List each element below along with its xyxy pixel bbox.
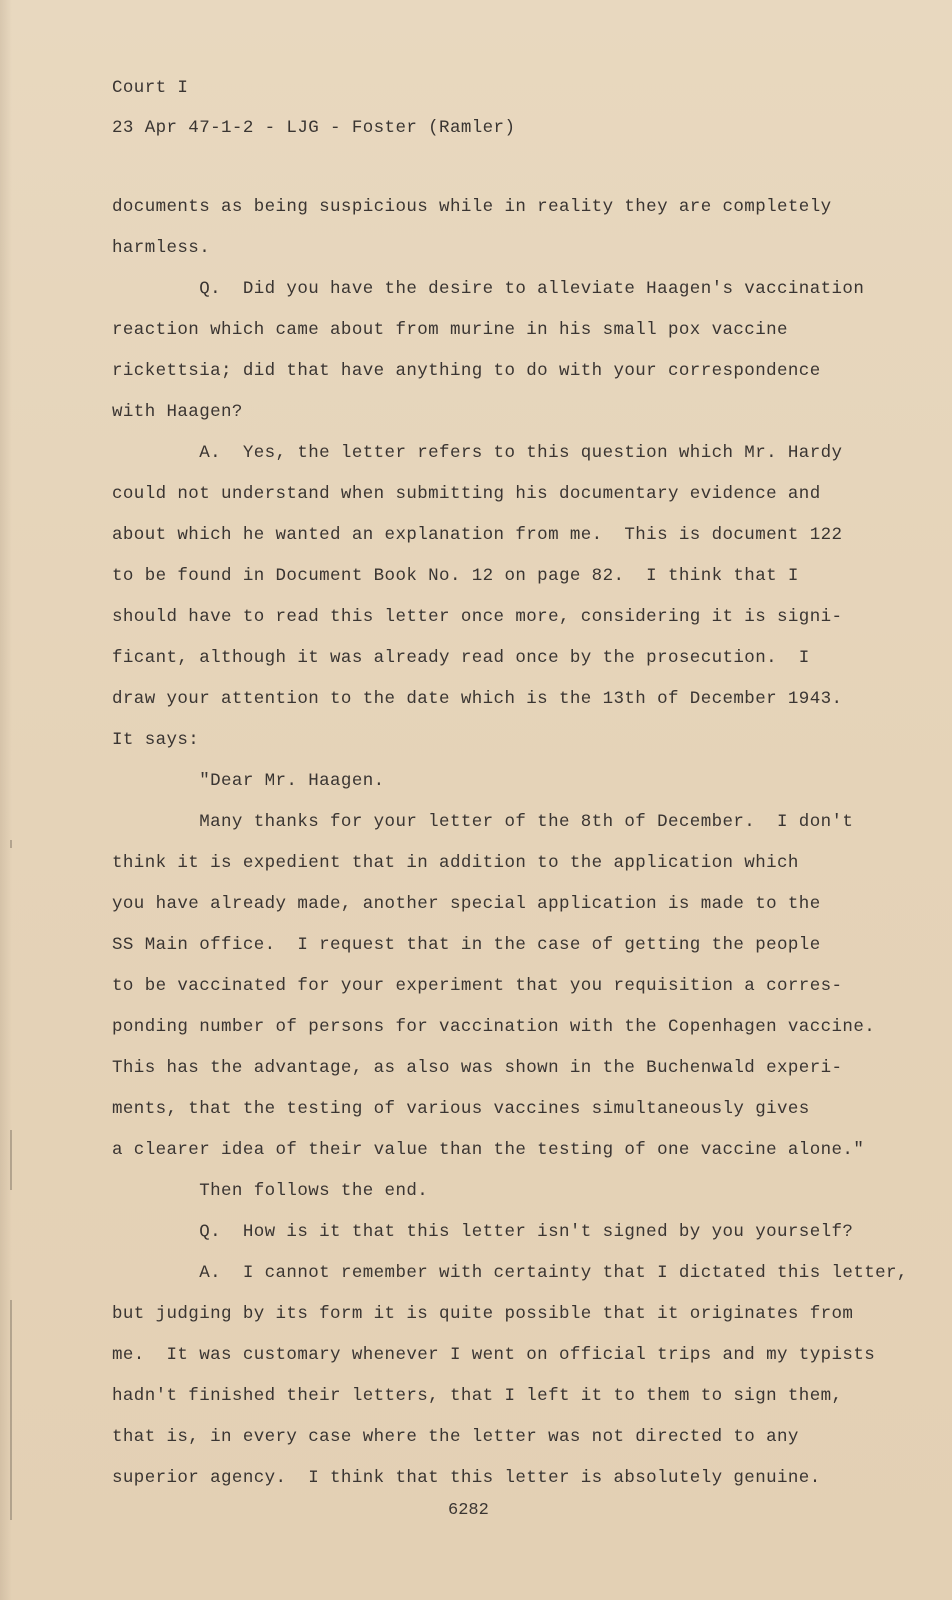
letter-line: to be vaccinated for your experiment that you requisition a corres- [112,976,843,996]
letter-line: Many thanks for your letter of the 8th of December. I don't [112,812,854,832]
text-line: harmless. [112,238,211,258]
text-line: that is, in every case where the letter was not directed to any [112,1427,799,1447]
text-line: superior agency. I think that this letter is absolutely genuine. [112,1468,821,1488]
text-line: ficant, although it was already read once by the prosecution. I [112,648,810,668]
text-line: reaction which came about from murine in his small pox vaccine [112,320,788,340]
letter-line: ponding number of persons for vaccination with the Copenhagen vaccine. [112,1017,876,1037]
letter-line: you have already made, another special application is made to the [112,894,821,914]
text-line: about which he wanted an explanation from me. This is document 122 [112,525,843,545]
margin-mark [10,1130,12,1190]
text-line: me. It was customary whenever I went on official trips and my typists [112,1345,876,1365]
text-line: A. I cannot remember with certainty that I dictated this letter, [112,1263,908,1283]
letter-line: think it is expedient that in addition to the application which [112,853,799,873]
text-line: could not understand when submitting his documentary evidence and [112,484,821,504]
text-line: but judging by its form it is quite possible that it originates from [112,1304,854,1324]
text-line: with Haagen? [112,402,243,422]
text-line: rickettsia; did that have anything to do with your correspondence [112,361,821,381]
court-label: Court I [112,78,189,98]
letter-line: This has the advantage, as also was shown in the Buchenwald experi- [112,1058,843,1078]
letter-line: SS Main office. I request that in the case of getting the people [112,935,821,955]
text-line: Q. Did you have the desire to alleviate Haagen's vaccination [112,279,865,299]
text-line: It says: [112,730,200,750]
page-number: 6282 [448,1501,489,1520]
letter-line: ments, that the testing of various vaccines simultaneously gives [112,1099,810,1119]
text-line: documents as being suspicious while in reality they are completely [112,197,832,217]
text-line: Q. How is it that this letter isn't signed by you yourself? [112,1222,854,1242]
text-line: to be found in Document Book No. 12 on page 82. I think that I [112,566,799,586]
text-line: A. Yes, the letter refers to this question which Mr. Hardy [112,443,843,463]
letter-salutation: "Dear Mr. Haagen. [112,771,385,791]
text-line: Then follows the end. [112,1181,429,1201]
margin-mark [10,1300,12,1520]
text-line: should have to read this letter once more, considering it is signi- [112,607,843,627]
letter-line: a clearer idea of their value than the testing of one vaccine alone." [112,1140,865,1160]
text-line: hadn't finished their letters, that I left it to them to sign them, [112,1386,843,1406]
session-header: 23 Apr 47-1-2 - LJG - Foster (Ramler) [112,118,516,138]
margin-mark [10,840,12,848]
text-line: draw your attention to the date which is the 13th of December 1943. [112,689,843,709]
